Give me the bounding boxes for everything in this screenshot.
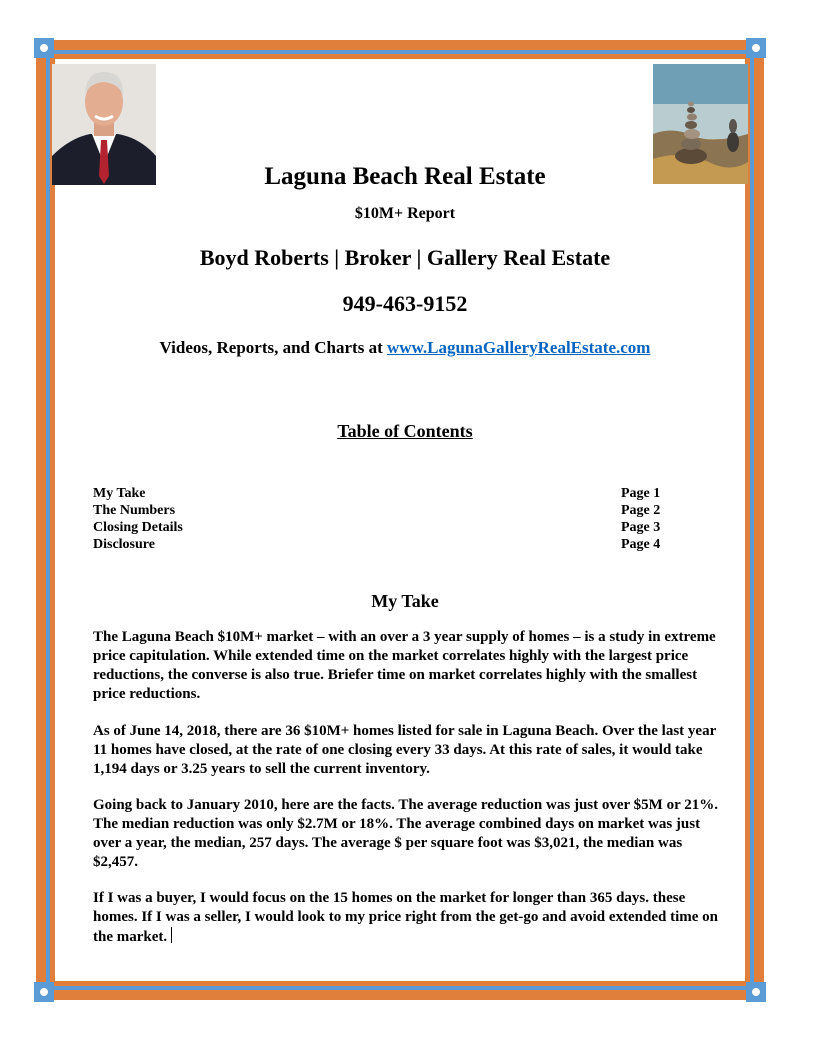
page-border-stripe-left [50, 54, 55, 986]
toc-label: The Numbers [93, 503, 176, 518]
toc-page: Page 3 [621, 520, 661, 535]
page-border-stripe-bottom [50, 981, 750, 986]
toc-label: Closing Details [93, 520, 183, 535]
website-line [55, 338, 755, 358]
toc-page: Page 2 [621, 503, 661, 518]
toc-row [93, 536, 665, 553]
resize-handle-bottom-right[interactable] [746, 982, 766, 1002]
toc-row [93, 519, 665, 536]
paragraph: The Laguna Beach $10M+ market – with an over a 3 year supply of homes – is a study in extreme price capitulation. While extended time on the market correlates highly with the largest price reductions, the converse is also true. Briefer time on market correlates highly with the smallest price reductions. [93, 629, 716, 702]
resize-handle-top-left[interactable] [34, 38, 54, 58]
toc-label: Disclosure [93, 537, 155, 552]
toc-page: Page 1 [621, 486, 661, 501]
page-border-right [754, 40, 764, 1000]
resize-handle-bottom-left[interactable] [34, 982, 54, 1002]
page-title: Laguna Beach Real Estate [264, 163, 546, 190]
resize-handle-top-right[interactable] [746, 38, 766, 58]
paragraph-last[interactable] [93, 889, 718, 947]
table-of-contents [93, 485, 665, 553]
toc-label: My Take [93, 486, 146, 501]
page-border-inner-right [750, 50, 754, 990]
page-border-stripe-top [50, 54, 750, 59]
broker-line: Boyd Roberts | Broker | Gallery Real Estate [199, 245, 611, 270]
section-heading-my-take: My Take [371, 591, 439, 611]
report-subtitle: $10M+ Report [354, 205, 456, 222]
toc-heading: Table of Contents [337, 421, 473, 441]
website-link[interactable]: www.LagunaGalleryRealEstate.com [386, 338, 651, 357]
page-border-inner-bottom [46, 986, 754, 990]
text-cursor [171, 927, 172, 943]
toc-row [93, 485, 665, 502]
toc-row [93, 502, 665, 519]
page-border-bottom [36, 990, 764, 1000]
paragraph: Going back to January 2010, here are the facts. The average reduction was just over $5M or 21%. The median reduction was only $2.7M or 18%. The average combined days on market was just over a year, the median, 257 days. The average $ per square foot was $3,021, the median was $2,457. [93, 797, 718, 870]
page-border-stripe-right [745, 54, 750, 986]
toc-page: Page 4 [621, 537, 661, 552]
paragraph-text: If I was a buyer, I would focus on the 15 homes on the market for longer than 365 days. these homes. If I was a seller, I would look to my price right from the get-go and avoid extended time on the market. [93, 890, 718, 945]
page-border-top [36, 40, 764, 50]
paragraph: As of June 14, 2018, there are 36 $10M+ homes listed for sale in Laguna Beach. Over the last year 11 homes have closed, at the rate of one closing every 33 days. At this rate of sales, it would take 1,194 days or 3.25 years to sell the current inventory. [93, 723, 716, 777]
phone-number: 949-463-9152 [342, 291, 468, 316]
page-border-left [36, 40, 46, 1000]
website-prefix: Videos, Reports, and Charts at [159, 338, 387, 357]
